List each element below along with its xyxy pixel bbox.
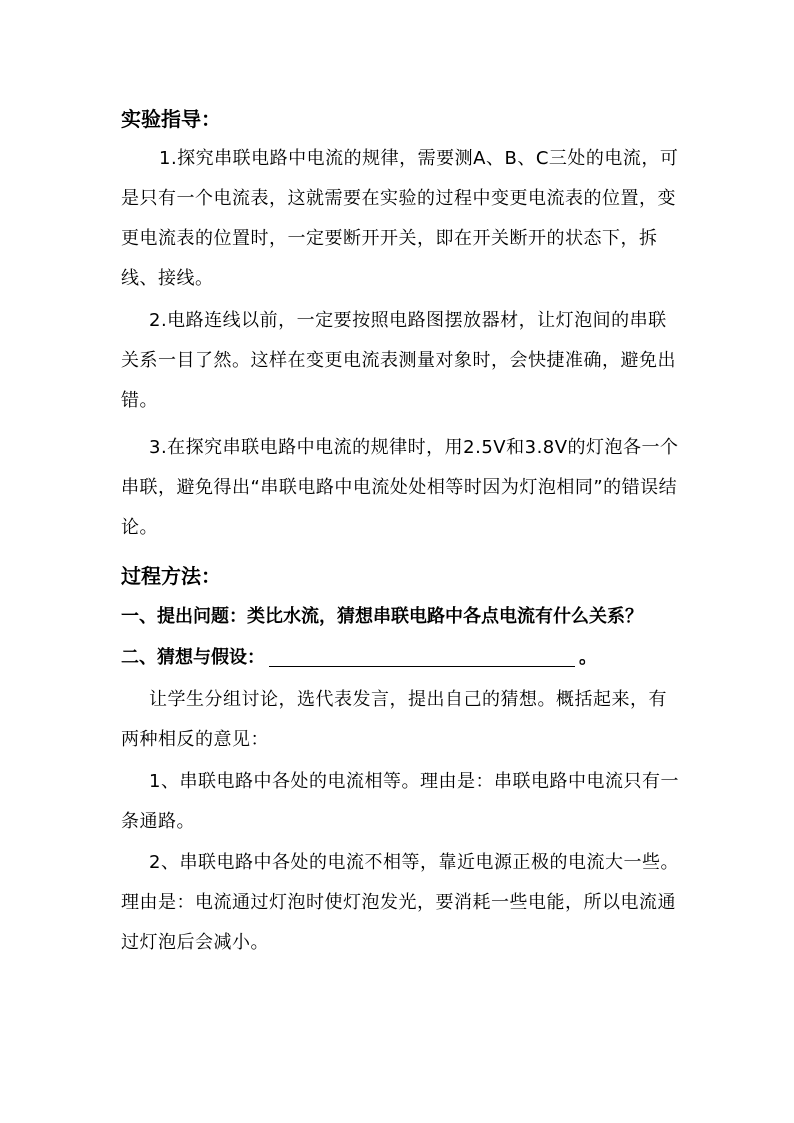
discussion-paragraph: 让学生分组讨论，选代表发言，提出自己的猜想。概括起来，有两种相反的意见：: [121, 689, 667, 750]
method-step-2-label: 二、猜想与假设：: [121, 647, 265, 668]
guidance-heading: 实验指导：: [121, 107, 221, 131]
method-heading: 过程方法：: [121, 564, 221, 588]
method-step-1: 一、提出问题：类比水流，猜想串联电路中各点电流有什么关系？: [121, 606, 643, 627]
opinion-1: 1、串联电路中各处的电流相等。理由是：串联电路中电流只有一条通路。: [121, 771, 679, 832]
method-step-2-end: 。: [579, 647, 597, 668]
guidance-paragraph-3: 3.在探究串联电路中电流的规律时，用2.5V和3.8V的灯泡各一个串联，避免得出“串联电路中电流处处相等时因为灯泡相同”的错误结论。: [121, 437, 679, 538]
opinion-2: 2、串联电路中各处的电流不相等，靠近电源正极的电流大一些。理由是：电流通过灯泡时使灯泡发光，要消耗一些电能，所以电流通过灯泡后会减小。: [121, 852, 679, 953]
hypothesis-blank: [269, 646, 575, 667]
guidance-paragraph-1: 1.探究串联电路中电流的规律，需要测A、B、C三处的电流，可是只有一个电流表，这就需要在实验的过程中变更电流表的位置，变更电流表的位置时，一定要断开开关，即在开关断开的状态下，拆线、接线。: [121, 148, 679, 289]
guidance-paragraph-2: 2.电路连线以前，一定要按照电路图摆放器材，让灯泡间的串联关系一目了然。这样在变更电流表测量对象时，会快捷准确，避免出错。: [121, 310, 676, 411]
method-step-2: [121, 638, 681, 678]
